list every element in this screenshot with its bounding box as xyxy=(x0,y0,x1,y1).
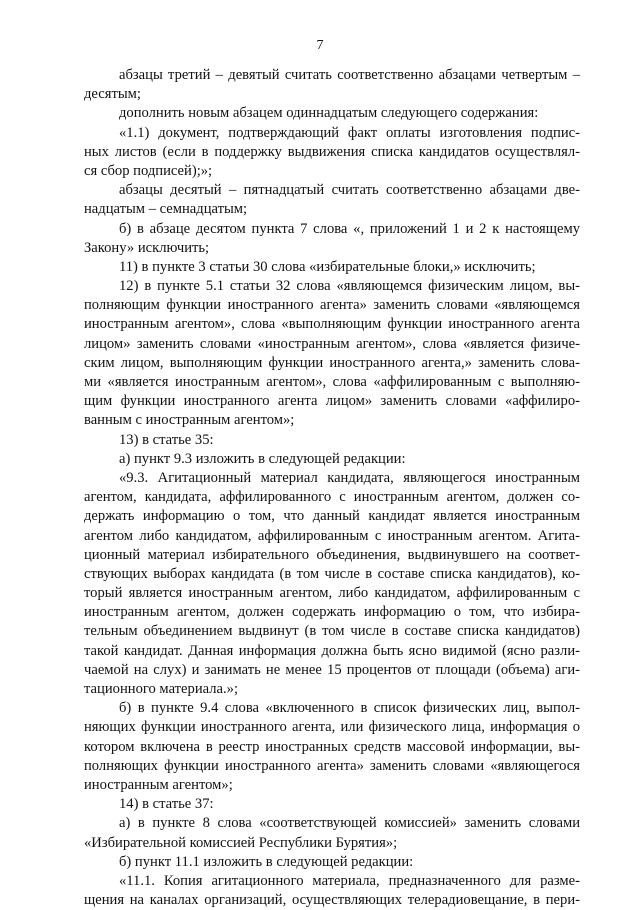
text-line: щим функции иностранного агента лицом» заменить словами «аффилиро- xyxy=(84,393,580,410)
text-line: котором включена в реестр иностранных средств массовой информации, вы- xyxy=(84,738,580,755)
text-line: ционный материал избирательного объединения, выдвинувшего на соответ- xyxy=(84,546,580,563)
text-line: 11) в пункте 3 статьи 30 слова «избирательные блоки,» исключить; xyxy=(119,258,536,275)
text-line: Закону» исключить; xyxy=(84,239,210,256)
text-line: держать информацию о том, что данный кандидат является иностранным xyxy=(84,508,580,525)
text-line: полняющим функции иностранного агента» заменить словами «являющемся xyxy=(84,297,580,314)
text-line: а) в пункте 8 слова «соответствующей комиссией» заменить словами xyxy=(119,815,580,832)
text-line: тельным объединением выдвинут (в том числе в составе списка кандидатов) xyxy=(84,623,580,640)
text-line: 12) в пункте 5.1 статьи 32 слова «являющемся физическим лицом, вы- xyxy=(119,278,580,295)
text-line: «11.1. Копия агитационного материала, предназначенного для разме- xyxy=(119,872,580,889)
text-line: чаемой на слух) и занимать не менее 15 процентов от площади (объема) аги- xyxy=(84,661,580,678)
text-line: ствующих выборах кандидата (в том числе в составе списка кандидатов), ко- xyxy=(84,565,580,582)
document-body xyxy=(84,66,580,910)
text-line: абзацы десятый – пятнадцатый считать соответственно абзацами две- xyxy=(119,182,580,199)
text-line: иностранным агентом», слова «выполняющим функции иностранного агента xyxy=(84,316,580,333)
text-line: лицом» заменить словами «иностранным агентом», слова «является физиче- xyxy=(84,335,580,352)
text-line: полняющих функции иностранного агента» заменить словами «являющегося xyxy=(84,757,580,774)
text-line: дополнить новым абзацем одиннадцатым следующего содержания: xyxy=(119,105,539,122)
text-line: абзацы третий – девятый считать соответственно абзацами четвертым – xyxy=(119,67,580,83)
text-line: ми «является иностранным агентом», слова «аффилированным с выполняю- xyxy=(84,374,580,390)
text-line: агентом, кандидата, аффилированного с иностранным агентом, должен со- xyxy=(84,489,580,506)
text-line: торый является иностранным агентом, либо кандидатом, аффилированным с xyxy=(84,585,580,602)
text-line: щения на каналах организаций, осуществляющих телерадиовещание, в пери- xyxy=(84,892,580,909)
text-line: б) в абзаце десятом пункта 7 слова «, приложений 1 и 2 к настоящему xyxy=(119,220,580,237)
text-line: 14) в статье 37: xyxy=(119,796,214,813)
text-line: «Избирательной комиссией Республики Бурятия»; xyxy=(84,834,398,851)
text-line: такой кандидат. Данная информация должна быть ясно видимой (ясно разли- xyxy=(84,642,580,659)
text-line: ванным с иностранным агентом»; xyxy=(84,412,295,429)
page-number: 7 xyxy=(316,38,324,53)
text-line: тационного материала.»; xyxy=(84,681,238,697)
text-line: иностранным агентом»; xyxy=(84,776,233,793)
text-line: надцатым – семнадцатым; xyxy=(84,201,248,218)
text-line: ским лицом, выполняющим функции иностранного агента,» заменить слова- xyxy=(84,354,580,371)
text-line: агентом либо кандидатом, аффилированным с иностранным агентом. Агита- xyxy=(84,527,580,544)
text-line: иностранным агентом, должен содержать информацию о том, что избира- xyxy=(84,604,580,621)
text-line: б) пункт 11.1 изложить в следующей редакции: xyxy=(119,853,414,870)
text-line: десятым; xyxy=(84,86,141,103)
text-line: а) пункт 9.3 изложить в следующей редакции: xyxy=(119,450,406,467)
text-line: няющих функции иностранного агента, или физического лица, информация о xyxy=(84,719,580,736)
text-line: ных листов (если в поддержку выдвижения списка кандидатов осуществлял- xyxy=(84,143,580,160)
text-line: «9.3. Агитационный материал кандидата, являющегося иностранным xyxy=(119,469,580,486)
text-line: ся сбор подписей);»; xyxy=(84,162,213,179)
text-line: б) в пункте 9.4 слова «включенного в список физических лиц, выпол- xyxy=(119,700,580,717)
text-line: 13) в статье 35: xyxy=(119,431,214,448)
text-line: «1.1) документ, подтверждающий факт оплаты изготовления подпис- xyxy=(119,124,580,141)
